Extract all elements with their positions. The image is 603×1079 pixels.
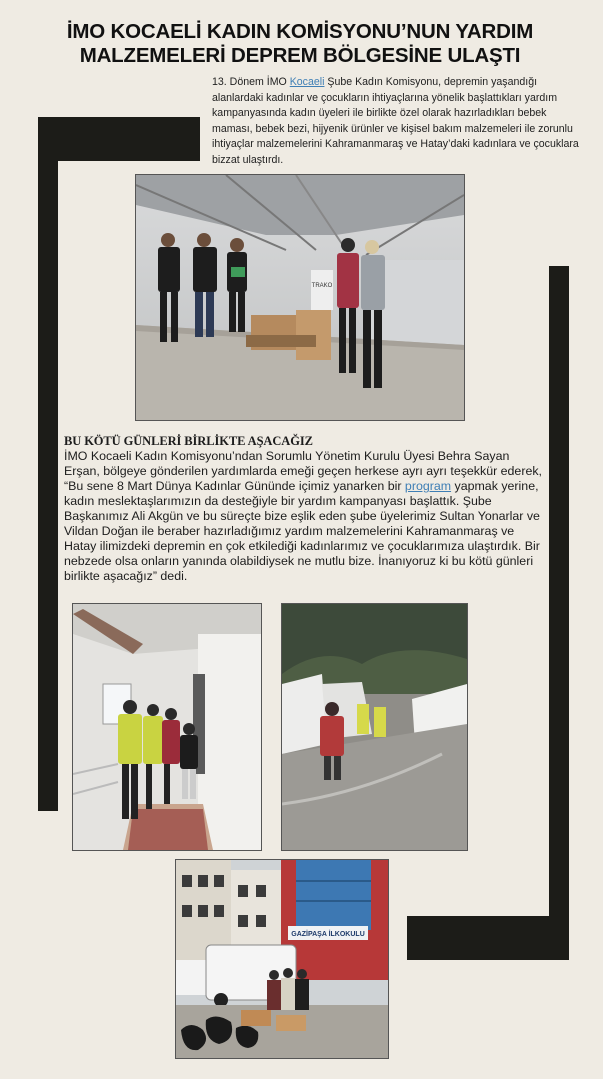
subheading: BU KÖTÜ GÜNLERİ BİRLİKTE AŞACAĞIZ: [64, 434, 313, 448]
program-link[interactable]: program: [404, 479, 452, 493]
decorative-frame-top-left: [38, 117, 200, 161]
body-paragraph: [64, 449, 544, 584]
box-label: TRAKO: [311, 283, 333, 289]
kocaeli-link[interactable]: Kocaeli: [289, 76, 325, 88]
school-sign: GAZİPAŞA İLKOKULU: [291, 931, 365, 938]
decorative-frame-right: [549, 266, 569, 960]
photo-school-van: [175, 859, 389, 1059]
title-line-2: MALZEMELERİ DEPREM BÖLGESİNE ULAŞTI: [79, 44, 521, 67]
article-title: [20, 20, 580, 68]
title-line-1: İMO KOCAELİ KADIN KOMİSYONU’NUN YARDIM: [66, 20, 534, 43]
intro-paragraph: [212, 75, 587, 169]
photo-tent-group: [135, 174, 465, 421]
photo-school-van-illustration: [176, 860, 388, 1058]
intro-text-start: 13. Dönem İMO: [212, 76, 290, 88]
photo-stairwell-illustration: [73, 604, 261, 850]
article-body: [64, 434, 544, 584]
intro-text-end: Şube Kadın Komisyonu, depremin yaşandığı alanlardaki kadınlar ve çocukların ihtiyaçlarına yönelik başlattıkları yardım kampanyasında kadın üyeleri ile birlikte özel olarak hazırladıkları bebek maması, bebek bezi, hijyenik ürünler ve kişisel bakım malzemeleri ile zorunlu ihtiyaçlar malzemelerini Kahramanmaraş ve Hatay’daki kadınlara ve çocuklara bizzat ulaştırdı.: [212, 76, 579, 166]
body-text-start: İMO Kocaeli Kadın Komisyonu’ndan Sorumlu Yönetim Kurulu Üyesi Behra Sayan Erşan, bölgeye gönderilen yardımlarda emeği geçen herkese ayrı ayrı teşekkür ederek, “Bu sene 8 Mart Dünya Kadınlar Gününde içimiz yanarken bir: [64, 449, 542, 493]
photo-stairwell-group: [72, 603, 262, 851]
photo-tent-camp-illustration: [282, 604, 467, 850]
photo-tent-camp: [281, 603, 468, 851]
decorative-frame-left: [38, 117, 58, 811]
decorative-frame-bottom-right: [407, 916, 569, 960]
photo-tent-group-illustration: [136, 175, 464, 420]
body-text-end: yapmak yerine, kadın meslektaşlarımızın da desteğiyle bir yardım kampanyası başlattık. Şube Başkanımız Ali Akgün ve bu süreçte bize eşlik eden şube üyelerimiz Sultan Yonarlar ve Vildan Doğan ile beraber hazırladığımız yardım malzemelerini Kahramanmaraş ve Hatay ilimizdeki depremin en çok etkilediği kadınlarımız ve çocuklarımıza ulaştırdık. Bir nebzede olsa onların yanında olabildiysek ne mutlu bize. İnanıyoruz ki bu kötü günleri birlikte aşacağız” dedi.: [64, 479, 540, 583]
